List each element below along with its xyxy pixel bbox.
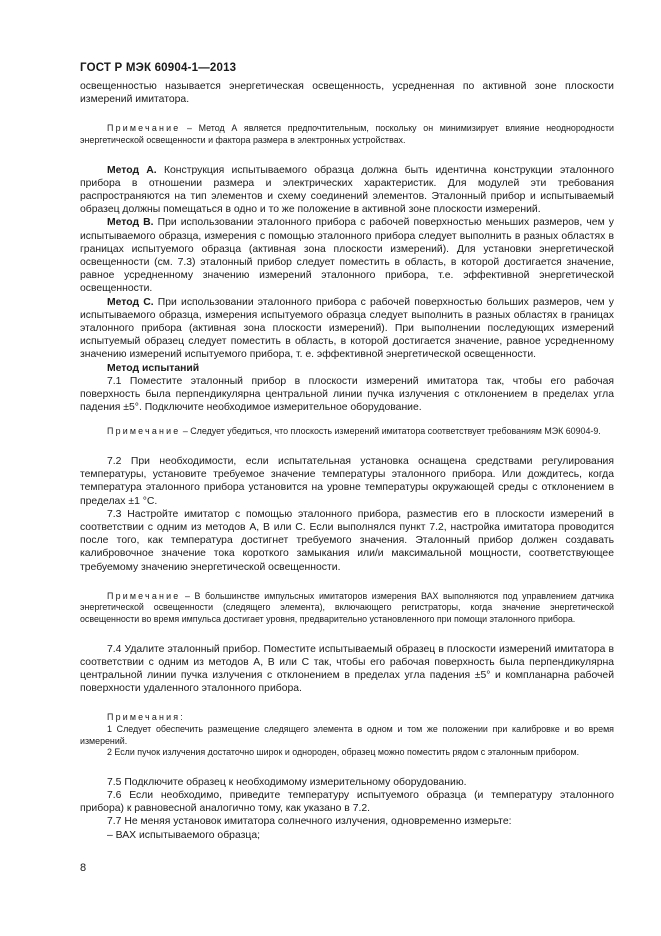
document-body [80,80,614,842]
paragraph-text: 7.2 При необходимости, если испытательная установка оснащена средствами регулирования температуры, установите требуемое значение температуры эталонного прибора. Или дождитесь, когда температура эталонного прибора установится на уровне температуры окружающей среды с отклонением в пределах ±1 °С. [80,456,614,507]
spacer [80,147,614,164]
note-paragraph [80,426,614,438]
spacer [80,695,614,712]
note-label: Примечание [107,590,181,601]
page-number: 8 [80,862,87,874]
note-label: Примечание [107,123,181,134]
body-paragraph [80,455,614,508]
note-paragraph [80,724,614,747]
note-label: Примечание [107,426,181,437]
paragraph-text: 7.5 Подключите образец к необходимому измерительному оборудованию. [107,776,467,788]
note-text: – В большинстве импульсных имитаторов измерения ВАХ выполняются под управлением датчика энергетической освещенности (следящего элемента), включающего регистраторы, когда значение энергетической освещенности во время импульса достигает уровня, предварительно установленного при помощи эталонного прибора. [80,590,614,625]
body-paragraph [80,815,614,828]
body-paragraph [80,508,614,574]
paragraph-text: 7.1 Поместите эталонный прибор в плоскости измерений имитатора так, чтобы его рабочая поверхность была перпендикулярна центральной линии пучка излучения с отклонением в пределах угла падения ±5°. Подключите необходимое измерительное оборудование. [80,375,614,414]
method-heading: Метод В. [107,217,154,229]
body-paragraph [80,643,614,696]
paragraph-text: 7.3 Настройте имитатор с помощью эталонного прибора, разместив его в плоскости измерений в соответствии с одним из методов А, В или С. Если выполнялся пункт 7.2, настройка имитатора проводится после того, как температура достигнет требуемого значения. Эталонный прибор должен создавать калибровочное значение тока короткого замыкания или/и максимальной мощности, соответствующее требуемому значению энергетической освещенности. [80,508,614,573]
paragraph-text: – ВАХ испытываемого образца; [107,829,260,841]
method-heading: Метод испытаний [107,362,200,374]
note-text: 1 Следует обеспечить размещение следящего элемента в одном и том же положении при калибровке и во время измерений. [80,724,614,746]
note-label: Примечания [107,712,181,723]
body-paragraph [80,216,614,295]
spacer [80,626,614,643]
note-text: – Метод А является предпочтительным, поскольку он минимизирует влияние неоднородности энергетической освещенности и фактора размера в электронных устройствах. [80,123,614,145]
note-paragraph [80,591,614,626]
body-paragraph [80,164,614,217]
paragraph-text: Конструкция испытываемого образца должна быть идентична конструкции эталонного прибора в отношении размера и электрических характеристик. Для модулей эти требования распространяются на тип элементов и схему соединений элементов. Эталонный прибор и испытываемый образец должны помещаться в одно и то же положение в активной зоне плоскости измерений. [80,164,614,216]
body-paragraph [80,375,614,415]
body-paragraph [80,362,614,375]
spacer [80,574,614,591]
note-text: 2 Если пучок излучения достаточно широк и однороден, образец можно поместить рядом с эталонным прибором. [107,747,580,758]
spacer [80,414,614,426]
paragraph-text: 7.4 Удалите эталонный прибор. Поместите испытываемый образец в плоскости измерений имитатора в соответствии с одним из методов А, В или С так, чтобы его рабочая поверхность была перпендикулярна центральной линии пучка излучения с отклонением в пределах угла падения ±5° и компланарна рабочей поверхности удаленного эталонного прибора. [80,643,614,695]
method-heading: Метод С. [107,296,154,308]
note-paragraph [80,747,614,759]
paragraph-text: 7.6 Если необходимо, приведите температуру испытуемого образца (и температуру эталонного прибора) к равновесной аналогично тому, как указано в 7.2. [80,790,614,815]
body-paragraph [80,80,614,106]
document-header: ГОСТ Р МЭК 60904-1—2013 [80,62,237,74]
spacer [80,438,614,455]
body-paragraph [80,789,614,815]
note-paragraph [80,712,614,724]
spacer [80,759,614,776]
body-paragraph [80,776,614,789]
method-heading: Метод А. [107,164,157,176]
paragraph-text: При использовании эталонного прибора с рабочей поверхностью меньших размеров, чем у испытываемого образца, измерения с помощью эталонного прибора следует выполнить в разных областях в границах испытуемого образца (активная зона плоскости измерений). Для установки энергетической освещенности (см. 7.3) эталонный прибор следует поместить в область, в которой достигается значение, равное усредненному значению измерений эталонного прибора, т.е. эффективной энергетической освещенности. [80,217,614,295]
spacer [80,106,614,123]
paragraph-text: освещенностью называется энергетическая освещенность, усредненная по активной зоне плоскости измерений имитатора. [80,81,614,106]
note-text: : [180,712,183,723]
paragraph-text: При использовании эталонного прибора с рабочей поверхностью больших размеров, чем у испытываемого образца, измерения испытуемого образца следует выполнить в разных областях в границах эталонного прибора (активная зона плоскости измерений). При выполнении последующих измерений испытуемый образец следует поместить в область, в которой достигается значение, равное усредненному значению измерений испытуемого прибора, т. е. эффективной энергетической освещенности. [80,296,614,361]
note-text: – Следует убедиться, что плоскость измерений имитатора соответствует требованиям МЭК 60904-9. [180,426,601,437]
note-paragraph [80,123,614,146]
paragraph-text: 7.7 Не меняя установок имитатора солнечного излучения, одновременно измерьте: [107,816,512,828]
body-paragraph [80,829,614,842]
body-paragraph [80,296,614,362]
